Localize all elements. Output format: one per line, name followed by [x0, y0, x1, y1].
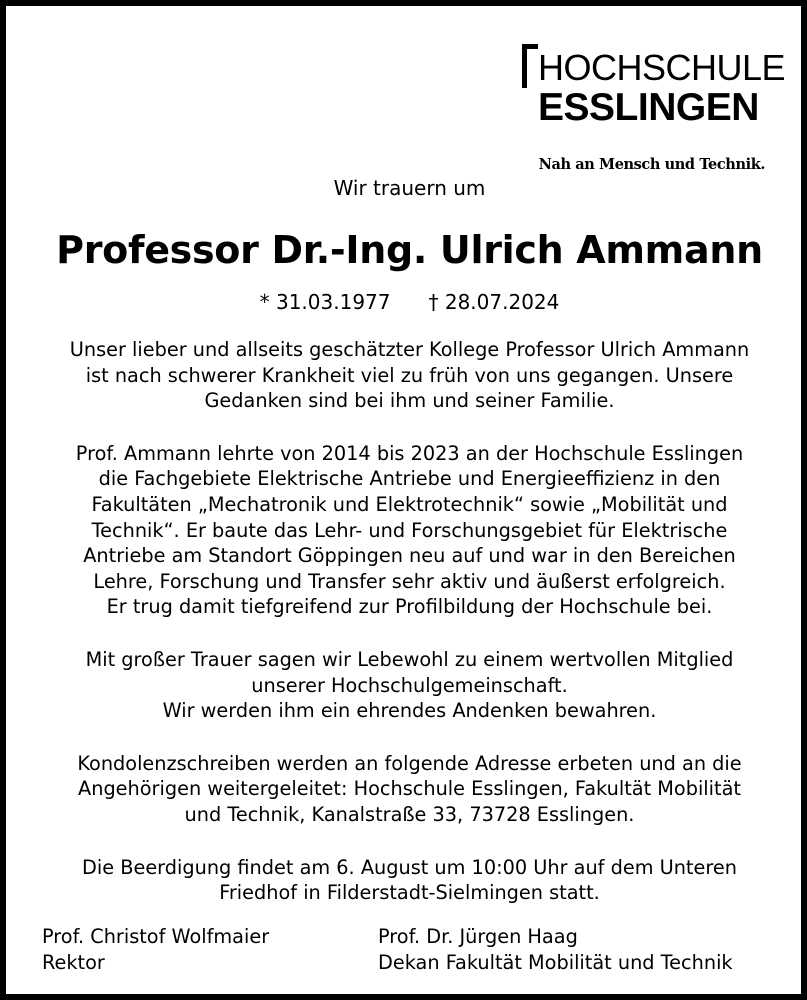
paragraph-line: Technik“. Er baute das Lehr- und Forschungsgebiet für Elektrische: [91, 518, 728, 542]
paragraph-line: Mit großer Trauer sagen wir Lebewohl zu einem wertvollen Mitglied: [85, 647, 734, 671]
notice-body: [30, 337, 789, 933]
paragraph-line: Friedhof in Filderstadt-Sielmingen statt.: [219, 881, 600, 905]
deceased-name: Professor Dr.-Ing. Ulrich Ammann: [56, 228, 763, 272]
mourning-intro: Wir trauern um: [333, 176, 486, 200]
birth-date: * 31.03.1977: [259, 290, 391, 314]
signature-dean: [378, 924, 733, 975]
paragraph-line: Er trug damit tiefgreifend zur Profilbildung der Hochschule bei.: [106, 595, 713, 619]
paragraph-line: Unser lieber und allseits geschätzter Kollege Professor Ulrich Ammann: [69, 338, 750, 361]
paragraph-line: Antriebe am Standort Göppingen neu auf und war in den Bereichen: [83, 544, 736, 568]
paragraph-line: und Technik, Kanalstraße 33, 73728 Esslingen.: [184, 802, 635, 826]
paragraph-line: Wir werden ihm ein ehrendes Andenken bewahren.: [162, 699, 657, 723]
paragraph-line: Angehörigen weitergeleitet: Hochschule Esslingen, Fakultät Mobilität: [78, 777, 741, 801]
paragraph-line: Gedanken sind bei ihm und seiner Familie.: [204, 389, 615, 413]
paragraph-line: unserer Hochschulgemeinschaft.: [251, 673, 568, 697]
paragraph-line: Kondolenzschreiben werden an folgende Adresse erbeten und an die: [77, 751, 742, 775]
logo-text-hochschule: HOCHSCHULE: [538, 47, 786, 88]
paragraph-line: Lehre, Forschung und Transfer sehr aktiv und äußerst erfolgreich.: [93, 569, 726, 593]
body-paragraph: [30, 855, 789, 906]
paragraph-line: ist nach schwerer Krankheit viel zu früh von uns gegangen. Unsere: [85, 363, 734, 387]
signature-name: Prof. Christof Wolfmaier: [42, 925, 270, 948]
signature-name: Prof. Dr. Jürgen Haag: [378, 925, 578, 948]
signature-role: Rektor: [42, 950, 105, 974]
body-paragraph: [30, 647, 789, 724]
paragraph-line: Fakultäten „Mechatronik und Elektrotechnik“ sowie „Mobilität und: [91, 492, 728, 516]
life-dates: [6, 289, 807, 315]
logo-text-esslingen: ESSLINGEN: [538, 86, 759, 129]
body-paragraph: [30, 441, 789, 620]
signature-rector: [42, 924, 269, 975]
paragraph-line: Die Beerdigung findet am 6. August um 10:00 Uhr auf dem Unteren: [82, 855, 737, 879]
paragraph-line: die Fachgebiete Elektrische Antriebe und Energieeffizienz in den: [98, 467, 721, 491]
body-paragraph: [30, 337, 789, 414]
signature-role: Dekan Fakultät Mobilität und Technik: [378, 950, 733, 974]
paragraph-line: Prof. Ammann lehrte von 2014 bis 2023 an der Hochschule Esslingen: [75, 441, 744, 465]
body-paragraph: [30, 751, 789, 828]
university-logo: [522, 44, 786, 129]
logo-tagline: Nah an Mensch und Technik.: [538, 156, 765, 173]
logo-bracket-mark-top: [522, 44, 538, 49]
logo-bracket-mark: [522, 44, 527, 88]
death-date: † 28.07.2024: [428, 290, 560, 314]
